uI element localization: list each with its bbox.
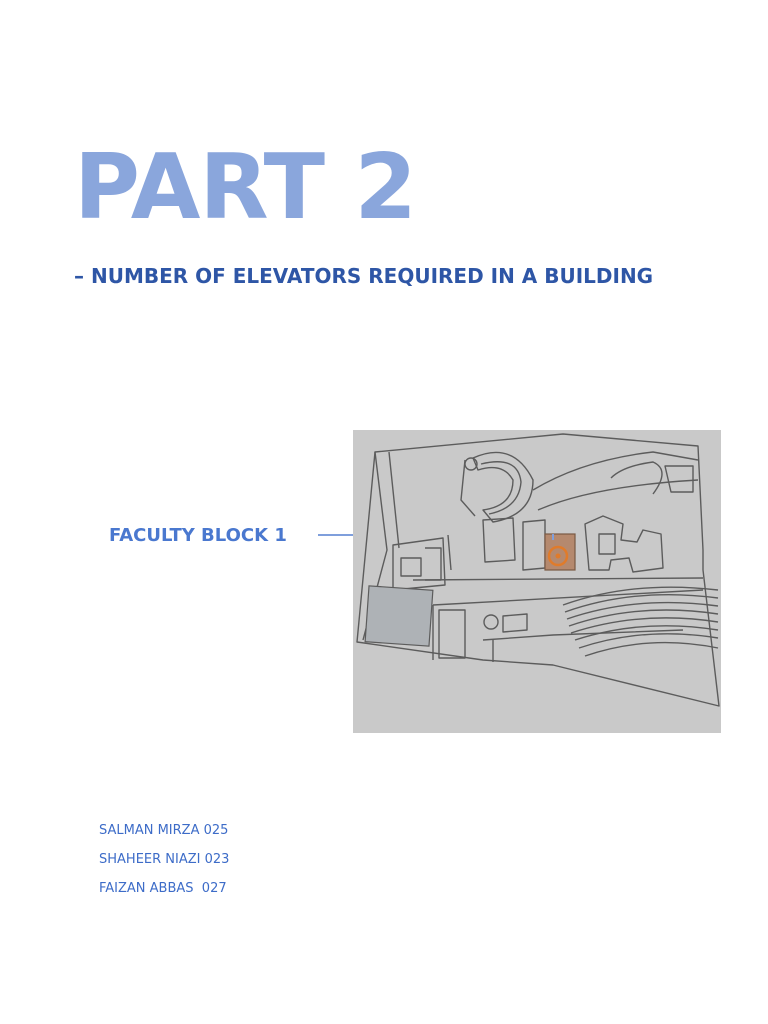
author-list (99, 816, 229, 903)
page-title: PART 2 (74, 135, 416, 240)
author-name: SALMAN MIRZA 025 (99, 823, 229, 838)
faculty-block-callout-label: FACULTY BLOCK 1 (109, 525, 287, 546)
site-plan-map (353, 430, 721, 733)
author-name: SHAHEER NIAZI 023 (99, 852, 230, 867)
author-name: FAIZAN ABBAS 027 (99, 881, 227, 896)
page-subtitle: – NUMBER OF ELEVATORS REQUIRED IN A BUILDING (74, 264, 654, 288)
